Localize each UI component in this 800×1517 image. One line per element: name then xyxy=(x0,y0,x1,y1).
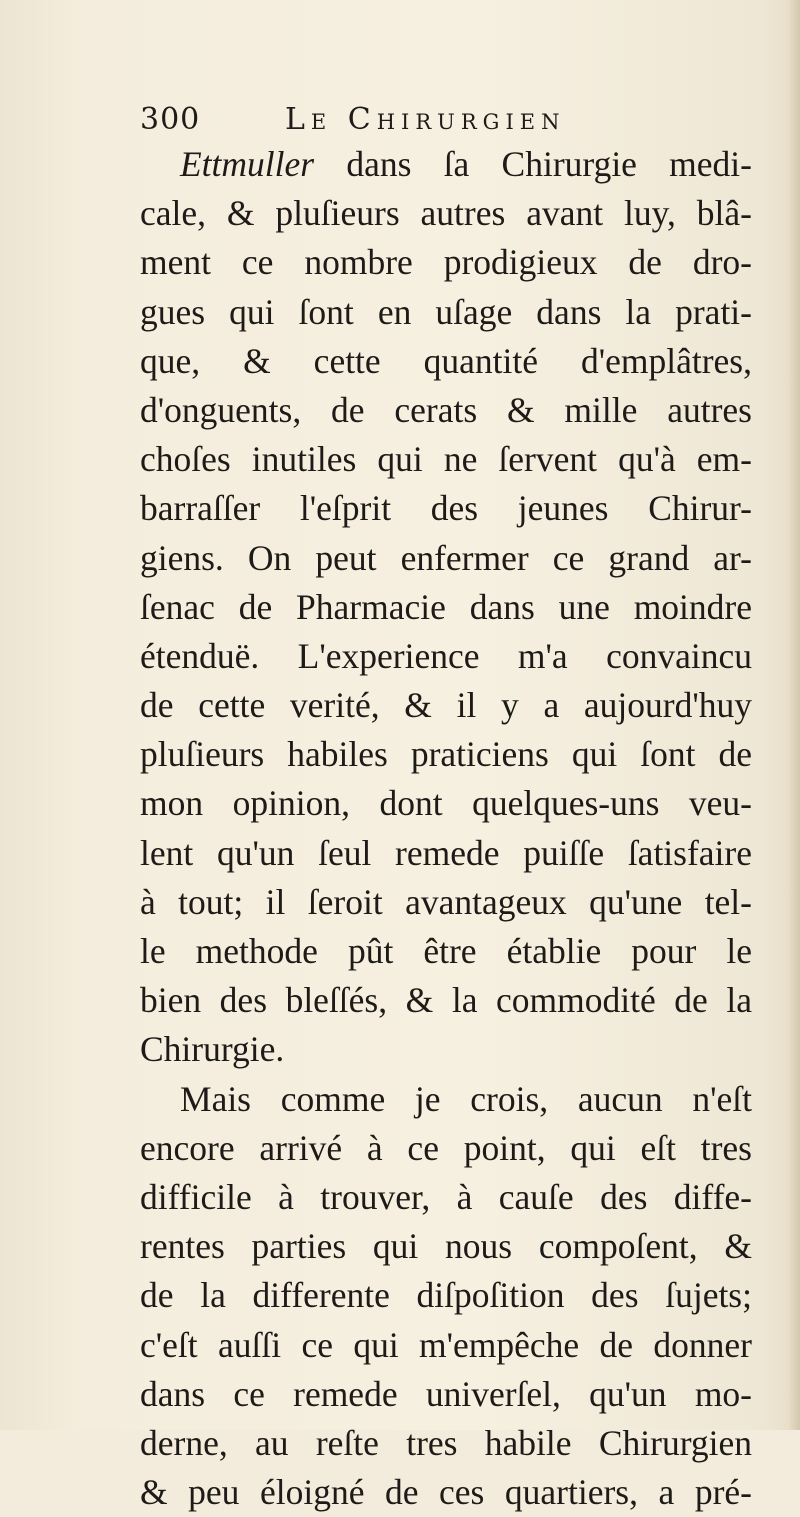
text-line: dans ce remede univerſel, qu'un mo- xyxy=(140,1373,752,1414)
running-title: Le Chirurgien xyxy=(285,102,566,137)
text-line: que, & cette quantité d'emplâtres, xyxy=(140,340,752,381)
text-line: lent qu'un ſeul remede puiſſe ſatisfaire xyxy=(140,832,752,873)
text-line: ſenac de Pharmacie dans une moindre xyxy=(140,586,752,627)
text-line: mon opinion, dont quelques-uns veu- xyxy=(140,783,752,824)
text-line: Chirurgie. xyxy=(140,1029,285,1070)
text-line: d'onguents, de cerats & mille autres xyxy=(140,389,752,430)
text-line: barraſſer l'eſprit des jeunes Chirur- xyxy=(140,488,752,529)
text-line: de cette verité, & il y a aujourd'huy xyxy=(140,685,752,726)
text-line: étenduë. L'experience m'a convaincu xyxy=(140,635,752,676)
text-line: gues qui ſont en uſage dans la prati- xyxy=(140,291,752,332)
text-line: c'eſt auſſi ce qui m'empêche de donner xyxy=(140,1324,752,1365)
text-line: pluſieurs habiles praticiens qui ſont de xyxy=(140,734,752,775)
author-name: Ettmuller xyxy=(180,144,315,184)
text-line: cale, & pluſieurs autres avant luy, blâ- xyxy=(140,193,752,234)
body-text xyxy=(140,140,760,1517)
page-number: 300 xyxy=(140,102,201,137)
text-line: & peu éloigné de ces quartiers, a pré- xyxy=(140,1472,752,1513)
text-line: ment ce nombre prodigieux de dro- xyxy=(140,242,752,283)
text-line: rentes parties qui nous compoſent, & xyxy=(140,1226,752,1267)
text-line: difficile à trouver, à cauſe des diffe- xyxy=(140,1176,752,1217)
text-line: giens. On peut enfermer ce grand ar- xyxy=(140,537,752,578)
text-line: Ettmuller dans ſa Chirurgie medi- xyxy=(180,144,752,184)
text-line: choſes inutiles qui ne ſervent qu'à em- xyxy=(140,439,752,480)
text-line: Mais comme je crois, aucun n'eſt xyxy=(180,1078,752,1119)
text-line: le methode pût être établie pour le xyxy=(140,931,752,971)
page-header xyxy=(140,102,760,142)
page-edge-shadow xyxy=(788,0,800,1430)
text-line: derne, au reſte tres habile Chirurgien xyxy=(140,1422,752,1463)
text-line: à tout; il ſeroit avantageux qu'une tel- xyxy=(140,881,752,922)
text-line: bien des bleſſés, & la commodité de la xyxy=(140,980,752,1021)
text-line: encore arrivé à ce point, qui eſt tres xyxy=(140,1127,752,1168)
text-line: de la differente diſpoſition des ſujets; xyxy=(140,1275,752,1316)
